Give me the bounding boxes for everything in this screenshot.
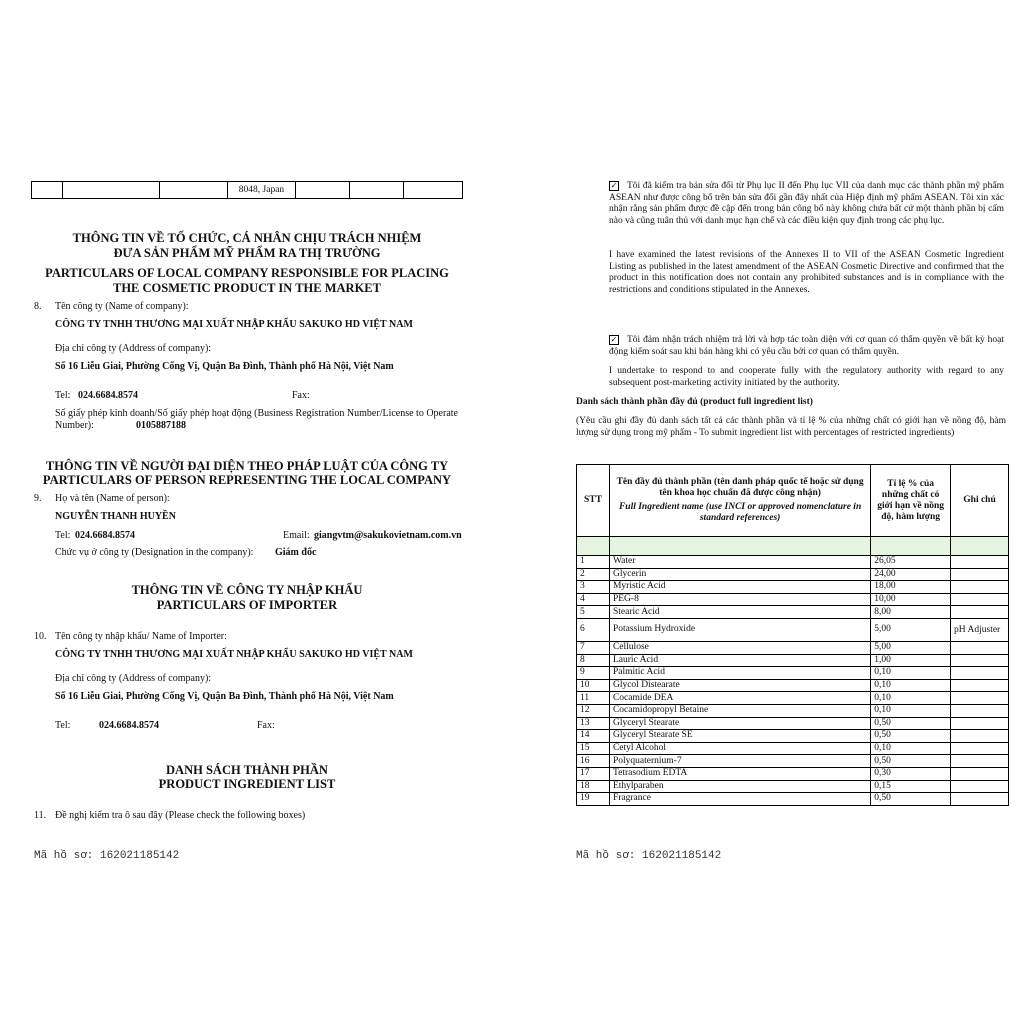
table-row — [577, 717, 1009, 730]
cell-note — [951, 742, 1009, 755]
cell-pct: 18,00 — [871, 581, 951, 594]
company-heading-vi-2: ĐƯA SẢN PHẨM MỸ PHẨM RA THỊ TRƯỜNG — [113, 246, 381, 260]
strip-cell — [296, 182, 350, 198]
strip-cell — [350, 182, 404, 198]
file-code: Mã hồ sơ: 162021185142 — [576, 850, 722, 862]
cell-note — [951, 755, 1009, 768]
item-number: 9. — [34, 493, 42, 504]
table-row — [577, 556, 1009, 569]
col-name-vi: Tên đầy đủ thành phần (tên danh pháp quốc tế hoặc sử dụng tên khoa học chuẩn đã được công nhận) — [616, 477, 864, 498]
cell-name: Potassium Hydroxide — [609, 618, 870, 641]
table-row — [577, 667, 1009, 680]
table-row — [577, 593, 1009, 606]
cell-stt: 15 — [577, 742, 610, 755]
table-row — [577, 780, 1009, 793]
company-tel-label: Tel: — [55, 390, 71, 401]
cell-pct: 8,00 — [871, 606, 951, 619]
importer-name-label: Tên công ty nhập khẩu/ Name of Importer: — [55, 631, 227, 642]
importer-name-value: CÔNG TY TNHH THƯƠNG MẠI XUẤT NHẬP KHẨU SAKUKO HD VIỆT NAM — [55, 649, 413, 660]
cell-name: Myristic Acid — [609, 581, 870, 594]
rep-designation-label: Chức vụ ở công ty (Designation in the company): — [55, 547, 254, 558]
cell-stt: 11 — [577, 692, 610, 705]
table-row — [577, 742, 1009, 755]
cell-note — [951, 780, 1009, 793]
cell-note — [951, 581, 1009, 594]
rep-tel-label: Tel: — [55, 530, 71, 541]
importer-tel-value: 024.6684.8574 — [99, 720, 159, 731]
ingredients-heading-vi: DANH SÁCH THÀNH PHẦN — [166, 763, 328, 777]
cell-name: Palmitic Acid — [609, 667, 870, 680]
ingredient-list-title: Danh sách thành phần đầy đủ (product full ingredient list) — [576, 397, 813, 407]
col-note: Ghi chú — [951, 465, 1009, 537]
cell-note — [951, 767, 1009, 780]
table-row — [577, 793, 1009, 806]
cell-stt: 5 — [577, 606, 610, 619]
declaration-1-vi-text: Tôi đã kiểm tra bản sửa đổi từ Phụ lục II đến Phụ lục VII của danh mục các thành phần mỹ phẩm ASEAN như được công bố trên bản sửa đổi gần đây nhất của Hiệp định mỹ phẩm ASEAN. Tôi xin xác nhận rằng sản phẩm được đề cập đến trong bản công bố này không chứa bất cứ một thành phần bị cấm nào và cũng tuân thủ với danh mục hạn chế và các điều kiện quy định trong các phụ lục. — [609, 181, 1004, 226]
table-row — [577, 767, 1009, 780]
cell-pct: 0,10 — [871, 692, 951, 705]
cell-name: Water — [609, 556, 870, 569]
cell-name: Stearic Acid — [609, 606, 870, 619]
cell-stt: 2 — [577, 568, 610, 581]
col-name-en: Full Ingredient name (use INCI or approved nomenclature in standard references) — [618, 502, 862, 523]
cell-note — [951, 793, 1009, 806]
item-number: 8. — [34, 301, 42, 312]
license-value: 0105887188 — [136, 420, 186, 431]
cell-stt: 4 — [577, 593, 610, 606]
table-row — [577, 755, 1009, 768]
top-strip-table — [31, 181, 463, 199]
table-row — [577, 730, 1009, 743]
cell-pct: 0,50 — [871, 717, 951, 730]
item-number: 10. — [34, 631, 47, 642]
rep-email-value: giangvtm@sakukovietnam.com.vn — [314, 530, 462, 541]
cell-name: Cocamidopropyl Betaine — [609, 704, 870, 717]
company-address-value: Số 16 Liễu Giai, Phường Cống Vị, Quận Ba Đình, Thành phố Hà Nội, Việt Nam — [55, 361, 394, 372]
cell-note — [951, 556, 1009, 569]
strip-cell — [63, 182, 160, 198]
cell-name: Glyceryl Stearate SE — [609, 730, 870, 743]
company-address-label: Địa chỉ công ty (Address of company): — [55, 343, 212, 354]
cell-note — [951, 606, 1009, 619]
table-row — [577, 692, 1009, 705]
declaration-2-vi-text: Tôi đảm nhận trách nhiệm trả lời và hợp tác toàn diện với cơ quan có thẩm quyền về bất kỳ hoạt động kiểm soát sau khi bán hàng khi có yêu cầu bởi cơ quan có thẩm quyền. — [609, 335, 1004, 357]
check-boxes-instruction: Đề nghị kiểm tra ô sau đây (Please check the following boxes) — [55, 810, 306, 821]
cell-note: pH Adjuster — [951, 618, 1009, 641]
cell-stt: 16 — [577, 755, 610, 768]
strip-cell — [404, 182, 462, 198]
company-heading-en-1: PARTICULARS OF LOCAL COMPANY RESPONSIBLE FOR PLACING — [45, 266, 449, 280]
table-row — [577, 606, 1009, 619]
cell-stt: 13 — [577, 717, 610, 730]
rep-heading-vi: THÔNG TIN VỀ NGƯỜI ĐẠI DIỆN THEO PHÁP LUẬT CỦA CÔNG TY — [45, 459, 449, 473]
cell-note — [951, 641, 1009, 654]
cell-note — [951, 654, 1009, 667]
table-row — [577, 679, 1009, 692]
cell-stt: 1 — [577, 556, 610, 569]
importer-address-label: Địa chỉ công ty (Address of company): — [55, 673, 212, 684]
cell-pct: 0,50 — [871, 730, 951, 743]
importer-fax-label: Fax: — [257, 720, 275, 731]
cell-stt: 8 — [577, 654, 610, 667]
cell-pct: 0,15 — [871, 780, 951, 793]
cell-name: Tetrasodium EDTA — [609, 767, 870, 780]
cell-pct: 0,50 — [871, 755, 951, 768]
cell-pct: 0,30 — [871, 767, 951, 780]
cell-stt: 6 — [577, 618, 610, 641]
company-name-label: Tên công ty (Name of company): — [55, 301, 189, 312]
cell-pct: 24,00 — [871, 568, 951, 581]
cell-pct: 5,00 — [871, 618, 951, 641]
rep-designation-value: Giám đốc — [275, 547, 317, 558]
declaration-1-en: I have examined the latest revisions of the Annexes II to VII of the ASEAN Cosmetic Ingredient Listing as published in the latest amendment of the ASEAN Cosmetic Directive and confirmed that the product in this notification does not contain any prohibited substances and is in compliance with the restrictions and conditions stipulated in the Annexes. — [609, 250, 1004, 295]
cell-name: Ethylparaben — [609, 780, 870, 793]
cell-pct: 5,00 — [871, 641, 951, 654]
col-ingredient-name — [609, 465, 870, 537]
company-heading-en-2: THE COSMETIC PRODUCT IN THE MARKET — [113, 281, 381, 295]
cell-stt: 7 — [577, 641, 610, 654]
table-row — [577, 654, 1009, 667]
cell-note — [951, 593, 1009, 606]
cell-note — [951, 692, 1009, 705]
cell-pct: 0,10 — [871, 704, 951, 717]
cell-name: Glycol Distearate — [609, 679, 870, 692]
cell-name: PEG-8 — [609, 593, 870, 606]
cell-stt: 12 — [577, 704, 610, 717]
table-row — [577, 704, 1009, 717]
checked-box-icon[interactable]: ✓ — [610, 335, 618, 344]
importer-tel-label: Tel: — [55, 720, 71, 731]
importer-address-value: Số 16 Liễu Giai, Phường Cống Vị, Quận Ba Đình, Thành phố Hà Nội, Việt Nam — [55, 691, 394, 702]
cell-pct: 0,10 — [871, 679, 951, 692]
cell-name: Lauric Acid — [609, 654, 870, 667]
checked-box-icon[interactable]: ✓ — [610, 181, 618, 190]
cell-note — [951, 730, 1009, 743]
ingredients-heading-en: PRODUCT INGREDIENT LIST — [158, 777, 336, 791]
ingredient-list-note: (Yêu cầu ghi đầy đủ danh sách tất cả các thành phần và tỉ lệ % của những chất có giới hạn về nồng độ, hàm lượng sử dụng trong mỹ phẩm - To submit ingredient list with percentages of restricted ingredients) — [576, 416, 1006, 438]
cell-name: Fragrance — [609, 793, 870, 806]
cell-note — [951, 667, 1009, 680]
cell-stt: 3 — [577, 581, 610, 594]
cell-pct: 0,10 — [871, 742, 951, 755]
file-code: Mã hồ sơ: 162021185142 — [34, 850, 180, 862]
cell-stt: 19 — [577, 793, 610, 806]
company-heading-vi-1: THÔNG TIN VỀ TỔ CHỨC, CÁ NHÂN CHỊU TRÁCH NHIỆM — [72, 231, 422, 245]
cell-pct: 0,10 — [871, 667, 951, 680]
declaration-2-en: I undertake to respond to and cooperate fully with the regulatory authority with regard to any subsequent post-marketing activity initiated by the authority. — [609, 366, 1004, 388]
strip-cell: 8048, Japan — [228, 182, 296, 198]
table-row — [577, 641, 1009, 654]
cell-name: Glycerin — [609, 568, 870, 581]
strip-cell — [32, 182, 63, 198]
company-name-value: CÔNG TY TNHH THƯƠNG MẠI XUẤT NHẬP KHẨU SAKUKO HD VIỆT NAM — [55, 319, 413, 330]
ingredient-table — [576, 464, 1009, 806]
cell-name: Polyquaternium-7 — [609, 755, 870, 768]
cell-stt: 9 — [577, 667, 610, 680]
license-label: Số giấy phép kinh doanh/Số giấy phép hoạt động (Business Registration Number/License to Operate Number): — [55, 408, 458, 431]
cell-stt: 14 — [577, 730, 610, 743]
rep-name-value: NGUYỄN THANH HUYỀN — [55, 511, 176, 522]
cell-name: Cetyl Alcohol — [609, 742, 870, 755]
importer-heading-vi: THÔNG TIN VỀ CÔNG TY NHẬP KHẨU — [131, 583, 363, 597]
col-stt: STT — [577, 465, 610, 537]
cell-stt: 10 — [577, 679, 610, 692]
rep-tel-value: 024.6684.8574 — [75, 530, 135, 541]
rep-heading-en: PARTICULARS OF PERSON REPRESENTING THE LOCAL COMPANY — [42, 473, 452, 487]
cell-pct: 1,00 — [871, 654, 951, 667]
cell-note — [951, 704, 1009, 717]
declaration-2-vi — [609, 335, 1004, 358]
table-row — [577, 581, 1009, 594]
cell-pct: 10,00 — [871, 593, 951, 606]
cell-name: Cocamide DEA — [609, 692, 870, 705]
table-spacer-row — [577, 537, 1009, 556]
importer-heading-en: PARTICULARS OF IMPORTER — [156, 598, 338, 612]
company-fax-label: Fax: — [292, 390, 310, 401]
rep-name-label: Họ và tên (Name of person): — [55, 493, 170, 504]
ingredient-table-header — [577, 465, 1009, 537]
table-row — [577, 618, 1009, 641]
cell-note — [951, 679, 1009, 692]
rep-email-label: Email: — [283, 530, 310, 541]
declaration-1-vi — [609, 181, 1004, 227]
company-tel-value: 024.6684.8574 — [78, 390, 138, 401]
cell-name: Cellulose — [609, 641, 870, 654]
table-row — [577, 568, 1009, 581]
item-number: 11. — [34, 810, 47, 821]
cell-note — [951, 568, 1009, 581]
cell-name: Glyceryl Stearate — [609, 717, 870, 730]
col-percentage: Tỉ lệ % của những chất có giới hạn về nồng độ, hàm lượng — [871, 465, 951, 537]
cell-note — [951, 717, 1009, 730]
cell-stt: 18 — [577, 780, 610, 793]
cell-pct: 0,50 — [871, 793, 951, 806]
cell-pct: 26,05 — [871, 556, 951, 569]
strip-cell — [160, 182, 228, 198]
cell-stt: 17 — [577, 767, 610, 780]
